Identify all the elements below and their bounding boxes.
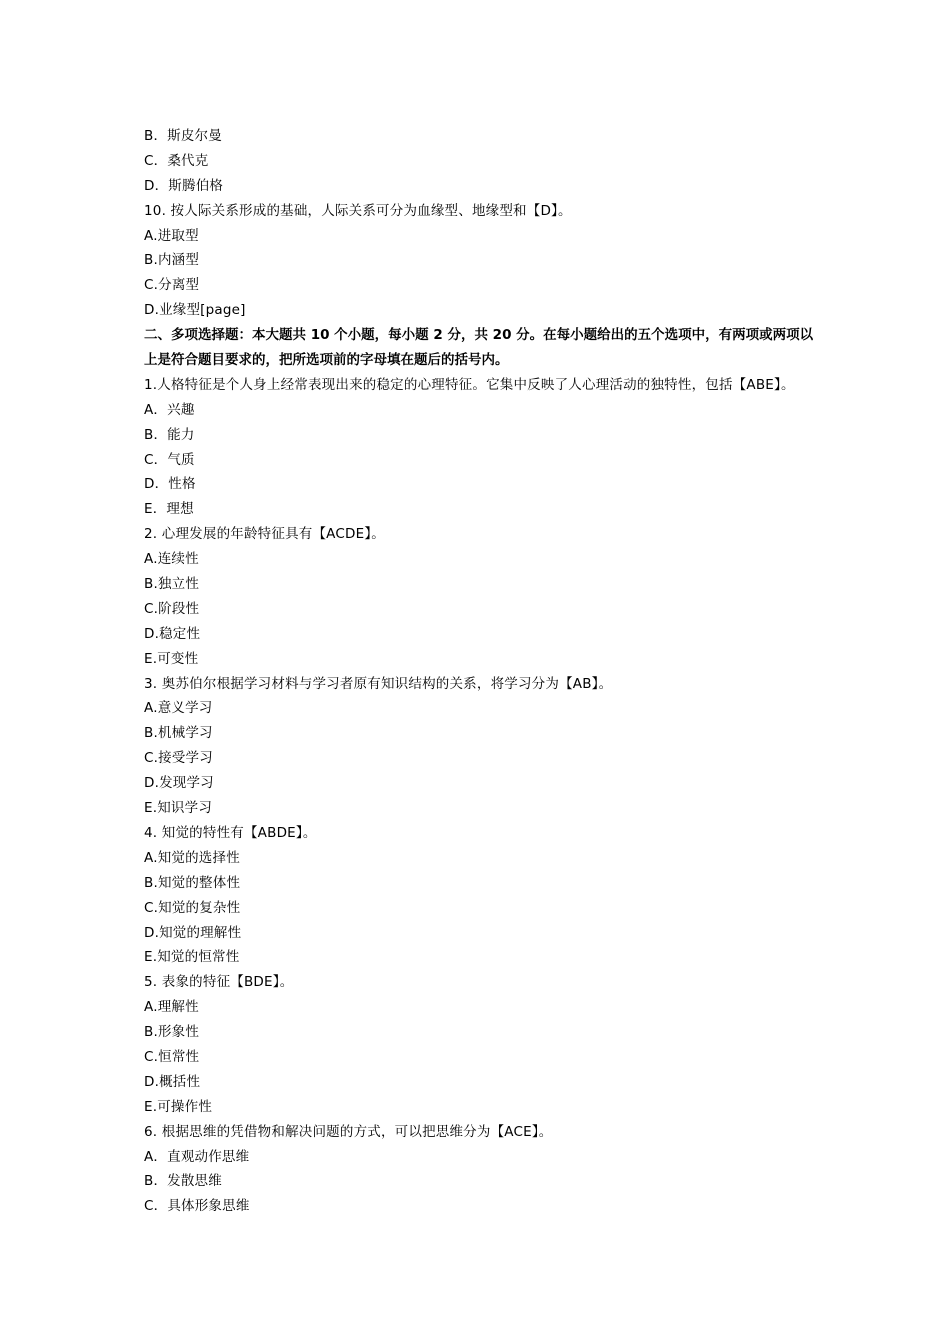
text-line: B．能力	[144, 426, 195, 443]
text-line: A.知觉的选择性	[144, 849, 240, 866]
section-heading-line: 二、多项选择题：本大题共 10 个小题，每小题 2 分，共 20 分。在每小题给出的五个选项中，有两项或两项以	[144, 327, 814, 344]
text-line: E．理想	[144, 501, 194, 518]
text-line: C.恒常性	[144, 1048, 200, 1065]
text-line: A.理解性	[144, 999, 199, 1016]
text-line: 1.人格特征是个人身上经常表现出来的稳定的心理特征。它集中反映了人心理活动的独特性，包括【ABE】。	[144, 376, 795, 393]
text-line: B.内涵型	[144, 252, 200, 269]
text-line: D．性格	[144, 476, 196, 493]
text-line: D．斯腾伯格	[144, 177, 224, 194]
text-line: B.机械学习	[144, 725, 213, 742]
text-line: 5. 表象的特征【BDE】。	[144, 974, 294, 991]
text-line: C．具体形象思维	[144, 1198, 250, 1215]
text-line: C．桑代克	[144, 152, 209, 169]
text-line: 10. 按人际关系形成的基础，人际关系可分为血缘型、地缘型和【D】。	[144, 202, 572, 219]
text-line: 6. 根据思维的凭借物和解决问题的方式，可以把思维分为【ACE】。	[144, 1123, 553, 1140]
text-line: D.概括性	[144, 1073, 201, 1090]
text-line: 2. 心理发展的年龄特征具有【ACDE】。	[144, 526, 385, 543]
text-line: A.意义学习	[144, 700, 213, 717]
text-line: B.形象性	[144, 1024, 200, 1041]
text-line: E.可操作性	[144, 1098, 213, 1115]
text-line: C.阶段性	[144, 600, 200, 617]
text-line: D.发现学习	[144, 775, 214, 792]
text-line: A．直观动作思维	[144, 1148, 250, 1165]
text-line: C.接受学习	[144, 750, 213, 767]
text-line: A.进取型	[144, 227, 199, 244]
text-line: E.知识学习	[144, 800, 213, 817]
text-line: B.独立性	[144, 576, 200, 593]
text-line: E.知觉的恒常性	[144, 949, 240, 966]
document-body	[144, 124, 824, 1219]
text-line: D.知觉的理解性	[144, 924, 242, 941]
text-line: E.可变性	[144, 650, 199, 667]
text-line: B．发散思维	[144, 1173, 222, 1190]
section-heading-line: 上是符合题目要求的，把所选项前的字母填在题后的括号内。	[144, 352, 509, 369]
text-line: C．气质	[144, 451, 195, 468]
text-line: 4. 知觉的特性有【ABDE】。	[144, 824, 317, 841]
text-line: C.分离型	[144, 277, 200, 294]
text-line: B．斯皮尔曼	[144, 128, 222, 144]
text-line: B.知觉的整体性	[144, 874, 241, 891]
text-line: A.连续性	[144, 551, 199, 568]
text-line: D.业缘型[page]	[144, 302, 246, 319]
text-line: 3. 奥苏伯尔根据学习材料与学习者原有知识结构的关系，将学习分为【AB】。	[144, 675, 613, 692]
text-line: A．兴趣	[144, 401, 195, 418]
text-line: C.知觉的复杂性	[144, 899, 241, 916]
text-line: D.稳定性	[144, 625, 201, 642]
